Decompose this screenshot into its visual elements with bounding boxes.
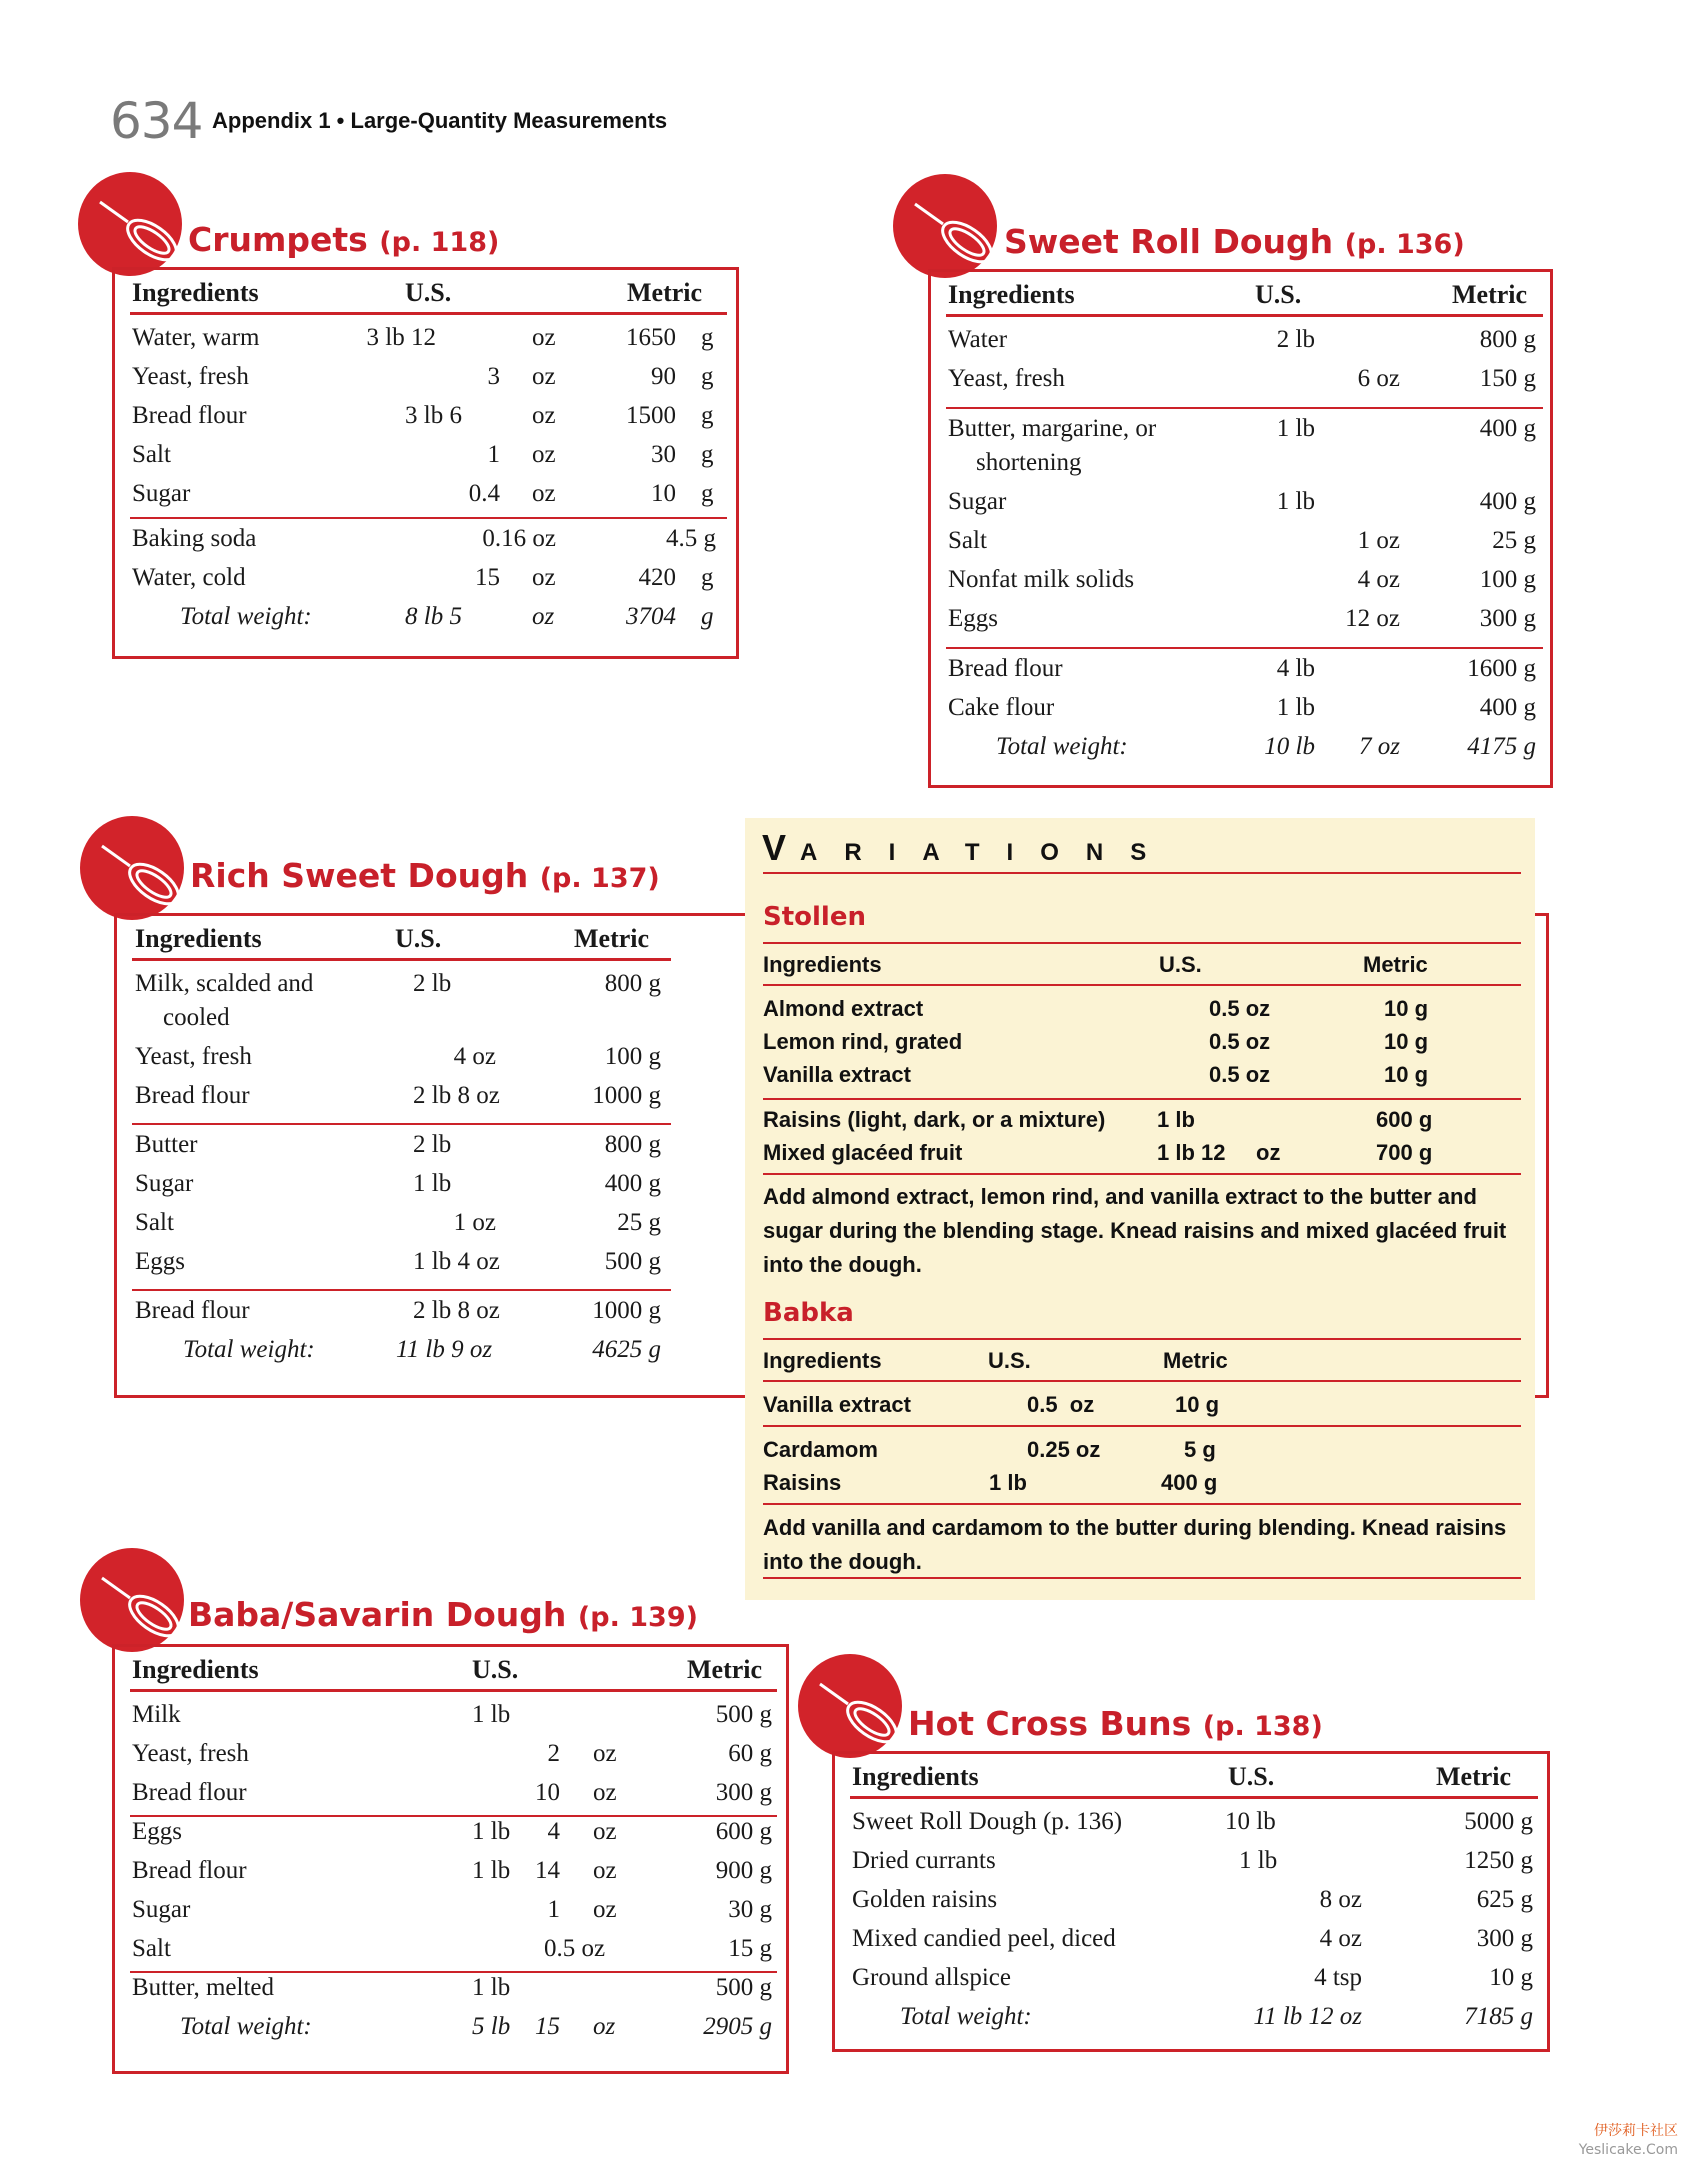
table-cell: 300 g	[1479, 605, 1536, 632]
table-cell: U.S.	[472, 1655, 519, 1684]
table-cell: 400 g	[1479, 488, 1536, 515]
table-cell: 0.5 oz	[544, 1935, 606, 1962]
table-cell: 2 lb	[413, 970, 452, 997]
table-cell: 1 lb	[413, 1170, 452, 1197]
text: (p. 118)	[379, 227, 500, 258]
table-cell: 1 lb	[1157, 1107, 1195, 1132]
table-cell: 15	[475, 564, 500, 591]
table-cell: Sweet Roll Dough (p. 136)	[852, 1808, 1123, 1835]
table-cell: 1 lb	[472, 1701, 511, 1728]
table-cell: Lemon rind, grated	[763, 1029, 963, 1054]
table-cell: 0.5 oz	[1027, 1392, 1095, 1417]
table-cell: 2 lb 8 oz	[413, 1297, 500, 1324]
table-cell: g	[701, 603, 714, 630]
table-cell: 3 lb 12	[366, 324, 436, 351]
table-cell: 1 lb	[472, 1857, 511, 1884]
table-cell: Metric	[1452, 280, 1528, 309]
table-cell: U.S.	[405, 278, 452, 307]
table-cell: Metric	[1363, 952, 1428, 977]
table-cell: Yeast, fresh	[948, 365, 1065, 392]
table-cell: Metric	[574, 924, 650, 953]
running-header: Appendix 1 • Large-Quantity Measurements	[212, 108, 668, 133]
table-cell: 4	[547, 1818, 560, 1845]
table-cell: 2 lb	[413, 1131, 452, 1158]
table-cell: 600 g	[715, 1818, 772, 1845]
table-cell: Dried currants	[852, 1847, 996, 1874]
table-cell: 30 g	[728, 1896, 772, 1923]
table-cell: 15 g	[728, 1935, 772, 1962]
table-cell: 1 lb	[1276, 488, 1315, 515]
table-cell: 4 oz	[1357, 566, 1400, 593]
table-cell: Cardamom	[763, 1437, 878, 1462]
table-cell: 10 g	[1384, 1062, 1429, 1087]
table-cell: 1500	[626, 402, 676, 429]
table-cell: 10 lb	[1225, 1808, 1276, 1835]
table-cell: 5 g	[1184, 1437, 1216, 1462]
table-cell: 4 tsp	[1314, 1964, 1362, 1991]
text: Rich Sweet Dough	[190, 856, 529, 895]
table-cell: oz	[532, 441, 556, 468]
table-cell: 11 lb 12 oz	[1253, 2003, 1362, 2030]
table-cell: U.S.	[988, 1348, 1031, 1373]
table-cell: Total weight:	[180, 603, 312, 630]
table-cell: Milk	[132, 1701, 181, 1728]
table-cell: 1600 g	[1467, 655, 1536, 682]
table-cell: g	[701, 441, 714, 468]
text: Sweet Roll Dough	[1004, 222, 1334, 261]
table-cell: Eggs	[132, 1818, 182, 1845]
table-cell: 0.5 oz	[1209, 996, 1271, 1021]
table-cell: 0.25 oz	[1027, 1437, 1101, 1462]
table-cell: Water	[948, 326, 1008, 353]
table-cell: 8 oz	[1319, 1886, 1362, 1913]
table-cell: g	[701, 480, 714, 507]
table-cell: oz	[593, 1896, 617, 1923]
whisk-icon	[78, 172, 182, 276]
table-cell: Sugar	[948, 488, 1007, 515]
variation-note-babka: Add vanilla and cardamom to the butter during blending. Knead raisins into the dough.	[763, 1515, 1507, 1574]
table-cell: 10 g	[1489, 1964, 1533, 1991]
table-cell: Nonfat milk solids	[948, 566, 1135, 593]
table-cell: 3	[487, 363, 500, 390]
table-cell: 0.5 oz	[1209, 1062, 1271, 1087]
table-cell: Golden raisins	[852, 1886, 998, 1913]
watermark: 伊莎莉卡社区 Yeslicake.Com	[1578, 2123, 1678, 2158]
table-cell: 500 g	[715, 1701, 772, 1728]
table-cell: Total weight:	[183, 1336, 315, 1363]
table-cell: Sugar	[132, 480, 191, 507]
table-cell: shortening	[976, 449, 1082, 476]
table-cell: 1 oz	[453, 1209, 496, 1236]
whisk-icon	[80, 816, 184, 920]
whisk-icon	[893, 174, 997, 278]
table-cell: Sugar	[132, 1896, 191, 1923]
table-cell: 400 g	[1479, 694, 1536, 721]
variation-title-stollen: Stollen	[763, 902, 866, 932]
table-cell: 400 g	[604, 1170, 661, 1197]
table-cell: Almond extract	[763, 996, 924, 1021]
table-cell: 500 g	[604, 1248, 661, 1275]
table-cell: Total weight:	[180, 2013, 312, 2040]
table-cell: 1 lb	[1239, 1847, 1278, 1874]
table-cell: Butter	[135, 1131, 198, 1158]
whisk-icon	[80, 1548, 184, 1652]
table-cell: 11 lb 9 oz	[396, 1336, 493, 1363]
table-cell: oz	[532, 564, 556, 591]
table-cell: 800 g	[1479, 326, 1536, 353]
table-cell: Milk, scalded and	[135, 970, 314, 997]
page-number: 634	[110, 92, 203, 150]
table-cell: Bread flour	[132, 402, 247, 429]
table-cell: 6 oz	[1357, 365, 1400, 392]
table-cell: 625 g	[1476, 1886, 1533, 1913]
table-cell: Total weight:	[996, 733, 1128, 760]
recipe-table-baba	[112, 1644, 789, 2074]
table-cell: 60 g	[728, 1740, 772, 1767]
table-cell: 5000 g	[1464, 1808, 1533, 1835]
recipe-table-sweet-roll	[928, 269, 1553, 788]
text: (p. 136)	[1344, 229, 1465, 260]
text: Baba/Savarin Dough	[188, 1595, 567, 1634]
table-cell: Water, cold	[132, 564, 246, 591]
table-cell: 4 oz	[1319, 1925, 1362, 1952]
table-cell: 1 lb	[472, 1974, 511, 2001]
table-cell: 800 g	[604, 970, 661, 997]
table-cell: 1650	[626, 324, 676, 351]
table-cell: Ingredients	[763, 1348, 882, 1373]
table-cell: Total weight:	[900, 2003, 1032, 2030]
table-cell: Salt	[135, 1209, 174, 1236]
table-cell: 5 lb	[472, 2013, 511, 2040]
recipe-title-rich-sweet	[190, 856, 660, 895]
table-cell: 300 g	[715, 1779, 772, 1806]
table-cell: Water, warm	[132, 324, 260, 351]
table-cell: 700 g	[1376, 1140, 1433, 1165]
table-cell: Butter, margarine, or	[948, 415, 1157, 442]
table-cell: 1250 g	[1464, 1847, 1533, 1874]
table-cell: 1	[547, 1896, 560, 1923]
table-cell: 1 lb	[1276, 694, 1315, 721]
table-cell: 3 lb 6	[405, 402, 462, 429]
recipe-table-hot-cross	[832, 1751, 1550, 2052]
table-cell: Raisins (light, dark, or a mixture)	[763, 1107, 1106, 1132]
table-cell: Yeast, fresh	[132, 1740, 249, 1767]
table-cell: Ingredients	[852, 1762, 979, 1791]
table-cell: 7185 g	[1464, 2003, 1533, 2030]
table-cell: Bread flour	[132, 1779, 247, 1806]
table-cell: U.S.	[1159, 952, 1202, 977]
table-cell: Salt	[132, 1935, 171, 1962]
table-cell: Baking soda	[132, 525, 257, 552]
table-cell: Bread flour	[135, 1297, 250, 1324]
table-cell: Bread flour	[135, 1082, 250, 1109]
table-cell: Metric	[627, 278, 703, 307]
table-cell: 3704	[626, 603, 676, 630]
table-cell: 10 g	[1384, 996, 1429, 1021]
table-cell: g	[701, 324, 714, 351]
table-cell: Ground allspice	[852, 1964, 1011, 1991]
table-cell: 2	[547, 1740, 560, 1767]
table-cell: Ingredients	[763, 952, 882, 977]
recipe-table-crumpets	[112, 267, 739, 659]
table-cell: U.S.	[395, 924, 442, 953]
table-cell: Cake flour	[948, 694, 1055, 721]
table-cell: 100 g	[1479, 566, 1536, 593]
table-cell: Metric	[1163, 1348, 1228, 1373]
table-cell: 15	[535, 2013, 560, 2040]
table-cell: Sugar	[135, 1170, 194, 1197]
table-cell: 300 g	[1476, 1925, 1533, 1952]
table-cell: Ingredients	[132, 1655, 259, 1684]
recipe-title-sweet-roll	[1004, 222, 1465, 261]
table-cell: 25 g	[1492, 527, 1536, 554]
table-cell: 100 g	[604, 1043, 661, 1070]
table-cell: 7 oz	[1359, 733, 1400, 760]
table-cell: 1 lb 4 oz	[413, 1248, 500, 1275]
table-cell: Ingredients	[132, 278, 259, 307]
table-cell: Butter, melted	[132, 1974, 275, 2001]
table-cell: oz	[532, 324, 556, 351]
text: (p. 138)	[1202, 1711, 1323, 1742]
table-cell: Bread flour	[948, 655, 1063, 682]
table-cell: 30	[651, 441, 676, 468]
table-cell: Bread flour	[132, 1857, 247, 1884]
table-cell: Metric	[687, 1655, 763, 1684]
table-cell: 14	[535, 1857, 560, 1884]
table-cell: 4 lb	[1276, 655, 1315, 682]
table-cell: 1 lb	[472, 1818, 511, 1845]
table-cell: g	[701, 402, 714, 429]
table-cell: g	[701, 363, 714, 390]
table-cell: 0.16 oz	[482, 525, 556, 552]
table-cell: 800 g	[604, 1131, 661, 1158]
table-cell: 400 g	[1479, 415, 1536, 442]
table-cell: 2905 g	[703, 2013, 772, 2040]
text: (p. 139)	[577, 1602, 698, 1633]
table-cell: 10	[535, 1779, 560, 1806]
variation-note-stollen: Add almond extract, lemon rind, and vanilla extract to the butter and sugar during the blending stage. Knead raisins and mixed glacéed fruit into the dough.	[763, 1184, 1507, 1277]
table-cell: oz	[593, 1779, 617, 1806]
table-cell: oz	[593, 2013, 616, 2040]
table-cell: 90	[651, 363, 676, 390]
table-cell: oz	[532, 402, 556, 429]
table-cell: 10 g	[1175, 1392, 1220, 1417]
table-cell: 10 lb	[1264, 733, 1315, 760]
table-cell: 10	[651, 480, 676, 507]
table-cell: g	[701, 564, 714, 591]
table-cell: 4.5 g	[666, 525, 716, 552]
table-cell: Raisins	[763, 1470, 842, 1495]
table-cell: cooled	[163, 1004, 230, 1031]
table-cell: Metric	[1436, 1762, 1512, 1791]
table-cell: 4625 g	[592, 1336, 661, 1363]
table-cell: 1 lb 12 oz	[1157, 1140, 1281, 1165]
table-cell: Mixed glacéed fruit	[763, 1140, 963, 1165]
table-cell: 1 lb	[1276, 415, 1315, 442]
table-cell: 2 lb 8 oz	[413, 1082, 500, 1109]
table-cell: 0.4	[468, 480, 500, 507]
table-cell: oz	[593, 1857, 617, 1884]
table-cell: 500 g	[715, 1974, 772, 2001]
table-cell: Vanilla extract	[763, 1392, 911, 1417]
table-cell: 1000 g	[592, 1082, 661, 1109]
table-cell: 400 g	[1161, 1470, 1218, 1495]
whisk-icon	[798, 1654, 902, 1758]
table-cell: 1000 g	[592, 1297, 661, 1324]
recipe-title-crumpets	[188, 220, 499, 259]
table-cell: 1 oz	[1357, 527, 1400, 554]
variation-title-babka: Babka	[763, 1298, 854, 1328]
table-cell: Yeast, fresh	[135, 1043, 252, 1070]
table-cell: Yeast, fresh	[132, 363, 249, 390]
table-cell: Ingredients	[948, 280, 1075, 309]
table-cell: Salt	[132, 441, 171, 468]
table-cell: 1 lb	[989, 1470, 1027, 1495]
table-cell: 1	[487, 441, 500, 468]
table-cell: U.S.	[1228, 1762, 1275, 1791]
text: Hot Cross Buns	[908, 1704, 1192, 1743]
table-cell: 4 oz	[453, 1043, 496, 1070]
table-cell: Mixed candied peel, diced	[852, 1925, 1116, 1952]
table-cell: oz	[532, 363, 556, 390]
table-cell: Eggs	[135, 1248, 185, 1275]
recipe-title-hot-cross	[908, 1704, 1323, 1743]
recipe-title-baba	[188, 1595, 698, 1634]
table-cell: 25 g	[617, 1209, 661, 1236]
table-cell: oz	[532, 480, 556, 507]
table-cell: 2 lb	[1276, 326, 1315, 353]
table-cell: Salt	[948, 527, 987, 554]
text: (p. 137)	[539, 863, 660, 894]
table-cell: 0.5 oz	[1209, 1029, 1271, 1054]
table-cell: 420	[638, 564, 676, 591]
table-cell: 150 g	[1479, 365, 1536, 392]
variations-heading: VARIATIONS	[762, 827, 1174, 868]
table-cell: 4175 g	[1467, 733, 1536, 760]
table-cell: 600 g	[1376, 1107, 1433, 1132]
table-cell: oz	[532, 603, 555, 630]
table-cell: Ingredients	[135, 924, 262, 953]
text: Crumpets	[188, 220, 368, 259]
table-cell: oz	[593, 1818, 617, 1845]
table-cell: U.S.	[1255, 280, 1302, 309]
table-cell: 8 lb 5	[405, 603, 462, 630]
table-cell: 10 g	[1384, 1029, 1429, 1054]
table-cell: 900 g	[715, 1857, 772, 1884]
table-cell: Vanilla extract	[763, 1062, 911, 1087]
table-cell: oz	[593, 1740, 617, 1767]
table-cell: 12 oz	[1345, 605, 1400, 632]
table-cell: Eggs	[948, 605, 998, 632]
